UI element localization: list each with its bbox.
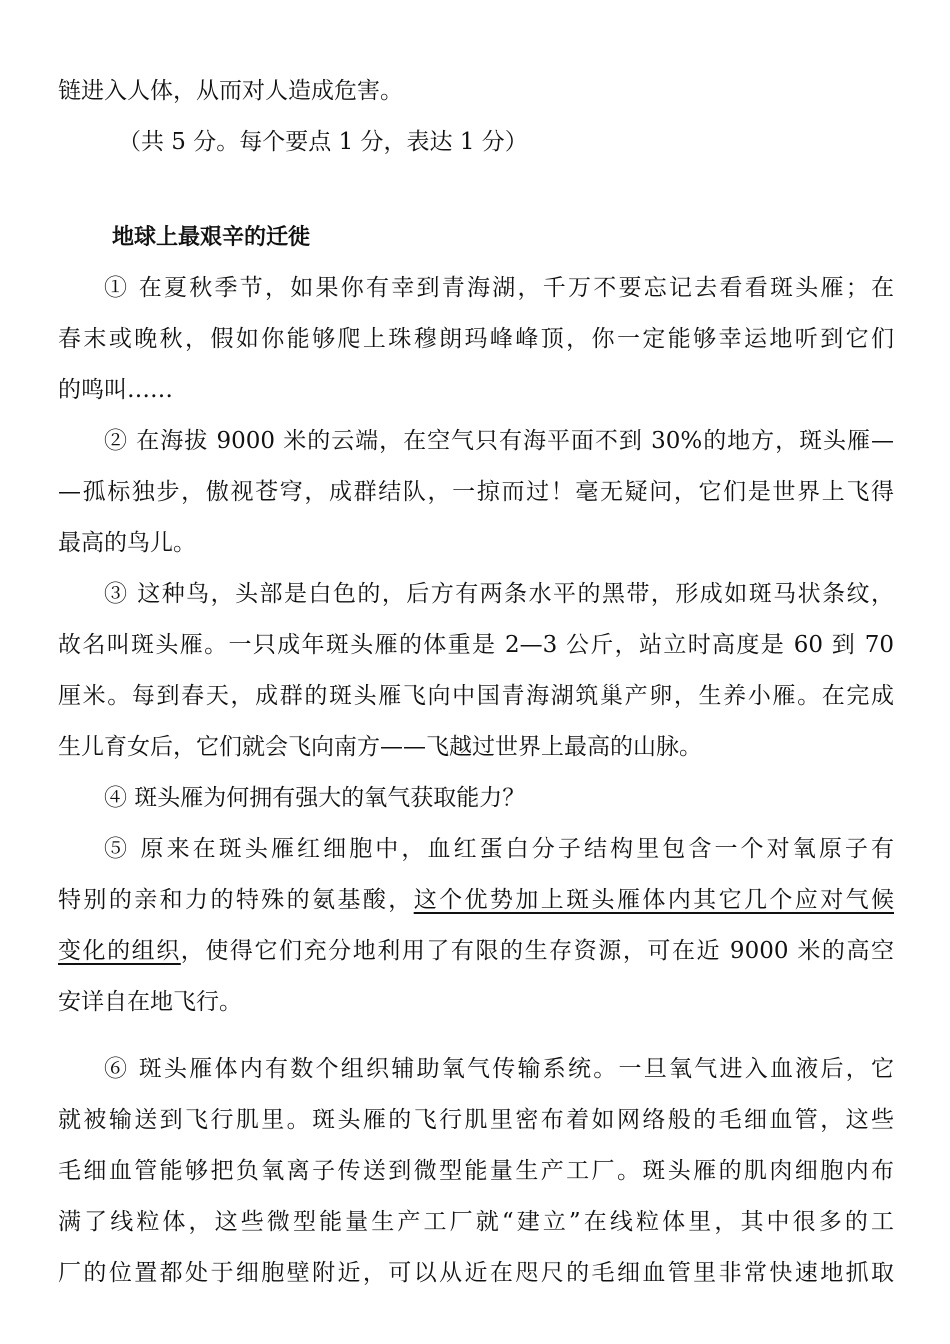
paragraph-line <box>58 926 894 977</box>
paragraph-5 <box>58 824 894 1028</box>
paragraph-3 <box>58 569 894 773</box>
article-title: 地球上最艰辛的迁徙 <box>112 225 311 250</box>
paragraph-line: —孤标独步，傲视苍穹，成群结队，一掠而过！毫无疑问，它们是世界上飞得 <box>58 479 894 505</box>
paragraph-line: ⑥ 斑头雁体内有数个组织辅助氧气传输系统。一旦氧气进入血液后，它 <box>104 1056 894 1082</box>
paragraph-line: 厘米。每到春天，成群的斑头雁飞向中国青海湖筑巢产卵，生养小雁。在完成 <box>58 683 894 709</box>
paragraph-1 <box>58 263 894 416</box>
paragraph-line: ① 在夏秋季节，如果你有幸到青海湖，千万不要忘记去看看斑头雁；在 <box>104 275 894 301</box>
paragraph-line: 春末或晚秋，假如你能够爬上珠穆朗玛峰峰顶，你一定能够幸运地听到它们 <box>58 326 894 352</box>
intro-line: 链进入人体，从而对人造成危害。 <box>58 78 403 104</box>
paragraph-line: ④ 斑头雁为何拥有强大的氧气获取能力？ <box>104 785 526 811</box>
paragraph-line: 生儿育女后，它们就会飞向南方——飞越过世界上最高的山脉。 <box>58 734 702 760</box>
paragraph-2 <box>58 416 894 569</box>
paragraph-line: 故名叫斑头雁。一只成年斑头雁的体重是 2—3 公斤，站立时高度是 60 到 70 <box>58 632 894 658</box>
paragraph-text: ，使得它们充分地利用了有限的生存资源，可在近 9000 米的高空 <box>180 938 895 964</box>
paragraph-line: 满了线粒体，这些微型能量生产工厂就“建立”在线粒体里，其中很多的工 <box>58 1209 894 1235</box>
underlined-phrase: 这个优势加上斑头雁体内其它几个应对气候 <box>413 887 894 913</box>
paragraph-line: 最高的鸟儿。 <box>58 530 196 556</box>
paragraph-line: 厂的位置都处于细胞壁附近，可以从近在咫尺的毛细血管里非常快速地抓取 <box>58 1260 894 1286</box>
score-note: （共 5 分。每个要点 1 分，表达 1 分） <box>118 129 528 155</box>
paragraph-line: 的鸣叫…… <box>58 377 173 403</box>
paragraph-6 <box>58 1044 894 1299</box>
paragraph-line: ② 在海拔 9000 米的云端，在空气只有海平面不到 30%的地方，斑头雁— <box>104 428 894 454</box>
paragraph-4 <box>58 773 894 824</box>
paragraph-text: 特别的亲和力的特殊的氨基酸， <box>58 887 414 913</box>
paragraph-line: 就被输送到飞行肌里。斑头雁的飞行肌里密布着如网络般的毛细血管，这些 <box>58 1107 894 1133</box>
document-page <box>58 66 894 1299</box>
underlined-phrase: 变化的组织 <box>58 938 181 964</box>
paragraph-line <box>58 875 894 926</box>
paragraph-line: ⑤ 原来在斑头雁红细胞中，血红蛋白分子结构里包含一个对氧原子有 <box>104 836 894 862</box>
paragraph-line: ③ 这种鸟，头部是白色的，后方有两条水平的黑带，形成如斑马状条纹， <box>104 581 894 607</box>
paragraph-line: 安详自在地飞行。 <box>58 989 242 1015</box>
paragraph-line: 毛细血管能够把负氧离子传送到微型能量生产工厂。斑头雁的肌肉细胞内布 <box>58 1158 894 1184</box>
